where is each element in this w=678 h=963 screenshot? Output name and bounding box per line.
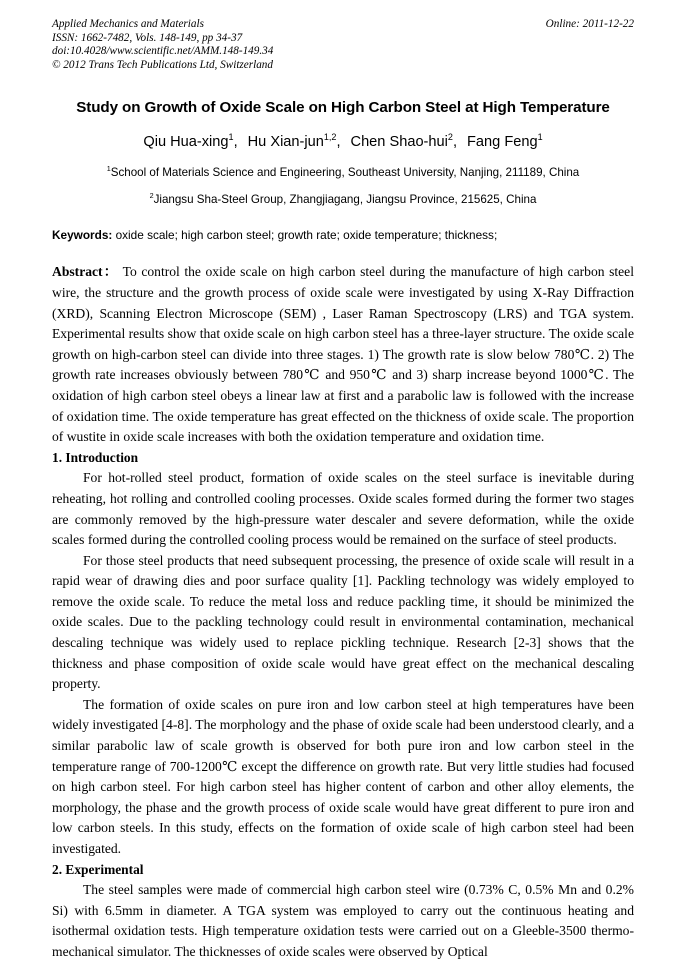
journal-name: Applied Mechanics and Materials [52,18,204,30]
online-date: Online: 2011-12-22 [545,18,634,30]
author-item: Qiu Hua-xing$^1$, [143,132,238,151]
abstract-paragraph [52,262,634,447]
journal-issn: ISSN: 1662-7482, Vols. 148-149, pp 34-37 [52,31,243,44]
author-affiliation-marker: 1 [228,132,234,143]
author-item: Hu Xian-jun$^{1,2}$, [247,132,341,151]
author-item: Chen Shao-hui$^2$, [350,132,458,151]
author-name: Qiu Hua-xing [143,134,229,151]
abstract-text: To control the oxide scale on high carbon steel during the manufacture of high carbon steel wire, the structure and the growth process of oxide scale were investigated by using X-Ray Diffraction (XRD), Scanning Electron Microscope (SEM) , Laser Raman Spectroscopy (LRS) and TGA system. Experimental results show that oxide scale on high carbon steel has a three-layer structure. The oxide scale growth on high-carbon steel can divide into three stages. 1) The growth rate is slow below 780℃. 2) The growth rate increases obviously between 780℃ and 950℃ and 3) sharp increase beyond 1000℃. The oxidation of high carbon steel obeys a linear law at first and a parabolic law is followed with the increase of oxidation time. The oxide temperature has great effected on the thickness of oxide scale. The proportion of wustite in oxide scale increases with both the oxidation temperature and oxidation time. [52,264,634,445]
author-name: Fang Feng [467,134,538,151]
keywords-label: Keywords: [52,228,113,243]
author-affiliation-marker: 2 [447,132,453,143]
page-title: Study on Growth of Oxide Scale on High Carbon Steel at High Temperature [76,99,610,117]
author-name: Hu Xian-jun [247,134,324,151]
author-name: Chen Shao-hui [350,134,448,151]
introduction-paragraph-2: For those steel products that need subsequent processing, the presence of oxide scale will result in a rapid wear of drawing dies and poor surface quality [1]. Packling technology was widely employed to remove the oxide scale. To reduce the metal loss and reduce packling time, it should be minimized the oxide scales. Due to the packling technology could result in environmental contamination, mechanical descaling technique was widely used to replace pickling technique. Research [2-3] shows that the thickness and phase composition of oxide scale would have great effect on the mechanical descaling property. [52,552,634,692]
author-affiliation-marker: 1,2 [323,132,337,143]
keywords-value: oxide scale; high carbon steel; growth rate; oxide temperature; thickness; [115,228,498,243]
affiliation-2 [52,192,634,208]
journal-doi: doi:10.4028/www.scientific.net/AMM.148-149.34 [52,45,274,58]
section-heading-experimental: 2. Experimental [52,861,144,877]
affiliation-1 [52,165,634,181]
journal-copyright: © 2012 Trans Tech Publications Ltd, Switzerland [52,58,273,71]
author-item [467,134,543,150]
keywords-line [52,227,634,243]
abstract-label: Abstract： [52,264,119,280]
journal-header [52,18,634,72]
affiliation-text: Jiangsu Sha-Steel Group, Zhangjiagang, Jiangsu Province, 215625, China [153,193,537,207]
experimental-paragraph-1: The steel samples were made of commercial high carbon steel wire (0.73% C, 0.5% Mn and 0.2% Si) with 6.5mm in diameter. A TGA system was employed to carry out the continuous heating and isothermal oxidation tests. High temperature oxidation tests were carried out on a Gleeble-3500 thermo-mechanical simulator. The thicknesses of oxide scales were observed by Optical [52,882,634,959]
introduction-paragraph-1: For hot-rolled steel product, formation of oxide scales on the steel surface is inevitable during reheating, hot rolling and controlled cooling processes. Oxide scales formed during the former two stages are commonly removed by the high-pressure water descaler and severe deformation, while the oxide scales formed during the controlled cooling process would be remained on the surface of steel products. [52,470,634,548]
affiliation-marker: 1 [106,164,111,174]
section-heading-introduction: 1. Introduction [52,449,139,465]
affiliation-text: School of Materials Science and Engineering, Southeast University, Nanjing, 211189, China [110,166,580,180]
affiliation-marker: 2 [149,191,154,201]
author-list [52,132,634,152]
introduction-paragraph-3: The formation of oxide scales on pure iron and low carbon steel at high temperatures have been widely investigated [4-8]. The morphology and the phase of oxide scale had been understood clearly, and a similar parabolic law of scale growth is observed for both pure iron and low carbon steel in the temperature range of 700-1200℃ except the difference on growth rate. But very little studies had focused on high carbon steel. For high carbon steel has higher content of carbon and other alloy elements, the morphology, the phase and the growth process of oxide scale would have great different to pure iron and low carbon steels. In this study, effects on the formation of oxide scale of high carbon steel had been investigated. [52,696,634,856]
author-affiliation-marker: 1 [537,132,543,143]
